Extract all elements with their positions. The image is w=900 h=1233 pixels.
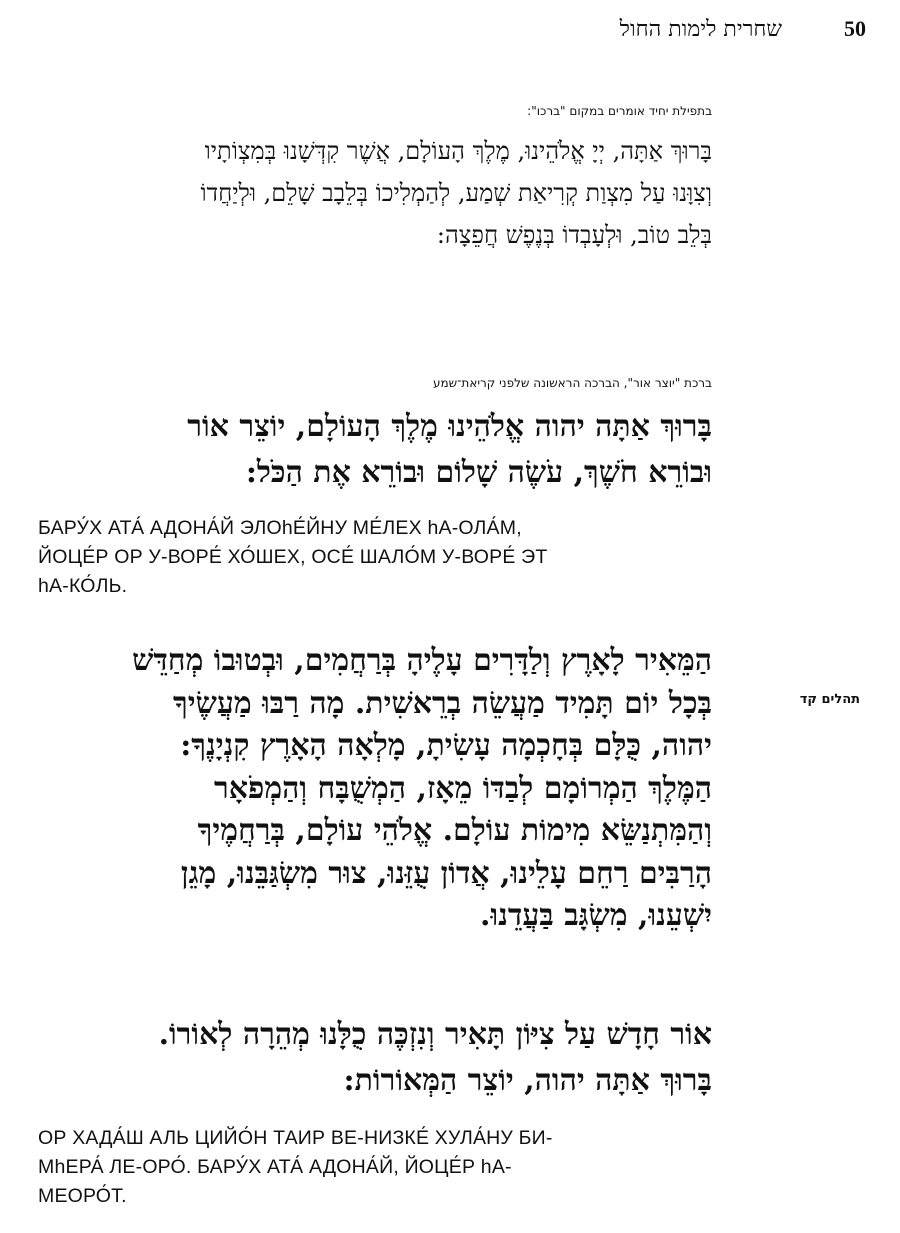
section3-line-4: הַמֶּלֶךְ הַמְרוֹמָם לְבַדּוֹ מֵאָז, הַמְשֻׁבָּח וְהַמְפֹאָר bbox=[214, 770, 712, 806]
section1-line-3: בְּלֵב טוֹב, וּלְעָבְדוֹ בְּנֶפֶשׁ חֲפֵצָה: bbox=[436, 221, 712, 249]
section1-note: בתפילת יחיד אומרים במקום "ברכו": bbox=[527, 104, 712, 118]
section2-line-2: וּבוֹרֵא חֹשֶׁךְ, עֹשֶׂה שָׁלוֹם וּבוֹרֵא אֶת הַכֹּל: bbox=[245, 455, 712, 490]
section4-line-2: בָּרוּךְ אַתָּה יהוה, יוֹצֵר הַמְּאוֹרוֹת: bbox=[343, 1063, 712, 1098]
section2-transliteration bbox=[38, 514, 548, 601]
section2-line-1: בָּרוּךְ אַתָּה יהוה אֱלֹהֵינוּ מֶלֶךְ הָעוֹלָם, יוֹצֵר אוֹר bbox=[187, 409, 712, 444]
section3-line-3: יהוה, כֻּלָּם בְּחָכְמָה עָשִׂיתָ, מָלְאָה הָאָרֶץ קִנְיָנֶךָ: bbox=[180, 728, 712, 763]
section1-line-2: וְצִוָּנוּ עַל מִצְוַת קְרִיאַת שְׁמַע, לְהַמְלִיכוֹ בְּלֵבָב שָׁלֵם, וּלְיַחֲדוֹ bbox=[200, 179, 712, 207]
section2-note: ברכת "יוצר אור", הברכה הראשונה שלפני קריאת־שמע bbox=[432, 376, 712, 390]
section4-transliteration bbox=[38, 1124, 553, 1211]
section3-line-7: יִשְׁעֵנוּ, מִשְׂגָּב בַּעֲדֵנוּ. bbox=[480, 898, 712, 933]
section3-line-5: וְהַמִּתְנַשֵּׂא מִימוֹת עוֹלָם. אֱלֹהֵי עוֹלָם, בְּרַחֲמֶיךָ bbox=[197, 813, 712, 848]
section3-text bbox=[32, 640, 712, 938]
section2-translit-line-3: hА-КО́ЛЬ. bbox=[38, 575, 128, 597]
section4-translit-line-3: МЕОРО́Т. bbox=[38, 1185, 127, 1207]
section4-translit-line-2: МhЕРА́ ЛЕ-ОРО́. БАРУ́Х АТА́ АДОНА́Й, ЙОЦЕ́Р hА- bbox=[38, 1156, 512, 1178]
section4-line-1: אוֹר חָדָשׁ עַל צִיּוֹן תָּאִיר וְנִזְכֶּה כֻלָּנוּ מְהֵרָה לְאוֹרוֹ. bbox=[158, 1017, 712, 1052]
section3-line-1: הַמֵּאִיר לָאָרֶץ וְלַדָּרִים עָלֶיהָ בְּרַחֲמִים, וּבְטוּבוֹ מְחַדֵּשׁ bbox=[132, 643, 712, 678]
section1-line-1: בָּרוּךְ אַתָּה, יְיָ אֱלֹהֵינוּ, מֶלֶךְ הָעוֹלָם, אֲשֶׁר קִדְּשָׁנוּ בְּמִצְוֹתָיו bbox=[204, 137, 712, 165]
section2-translit-line-1: БАРУ́Х АТА́ АДОНА́Й ЭЛОhЕ́ЙНУ МЕ́ЛЕХ hА-ОЛА́М, bbox=[38, 517, 522, 539]
page-number: 50 bbox=[844, 16, 866, 41]
section3-line-2: בְּכָל יוֹם תָּמִיד מַעֲשֵׂה בְרֵאשִׁית. מָה רַבּוּ מַעֲשֶׂיךָ bbox=[173, 685, 712, 721]
section3-line-6: הָרַבִּים רַחֵם עָלֵינוּ, אֲדוֹן עֻזֵּנוּ, צוּר מִשְׂגַּבֵּנוּ, מָגֵן bbox=[180, 855, 712, 891]
section2-text bbox=[32, 404, 712, 496]
section4-text bbox=[32, 1012, 712, 1104]
section4-translit-line-1: ОР ХАДА́Ш АЛЬ ЦИЙО́Н ТАИР ВЕ-НИЗКЕ́ ХУЛА́НУ БИ- bbox=[38, 1127, 553, 1149]
section2-translit-line-2: ЙОЦЕ́Р ОР У-ВОРЕ́ ХО́ШЕХ, ОСЕ́ ШАЛО́М У-ВОРЕ́ ЭТ bbox=[38, 546, 548, 568]
running-title: שחרית לימות החול bbox=[619, 17, 782, 42]
section1-text bbox=[32, 130, 712, 256]
psalm-reference: תהלים קד bbox=[799, 692, 860, 707]
